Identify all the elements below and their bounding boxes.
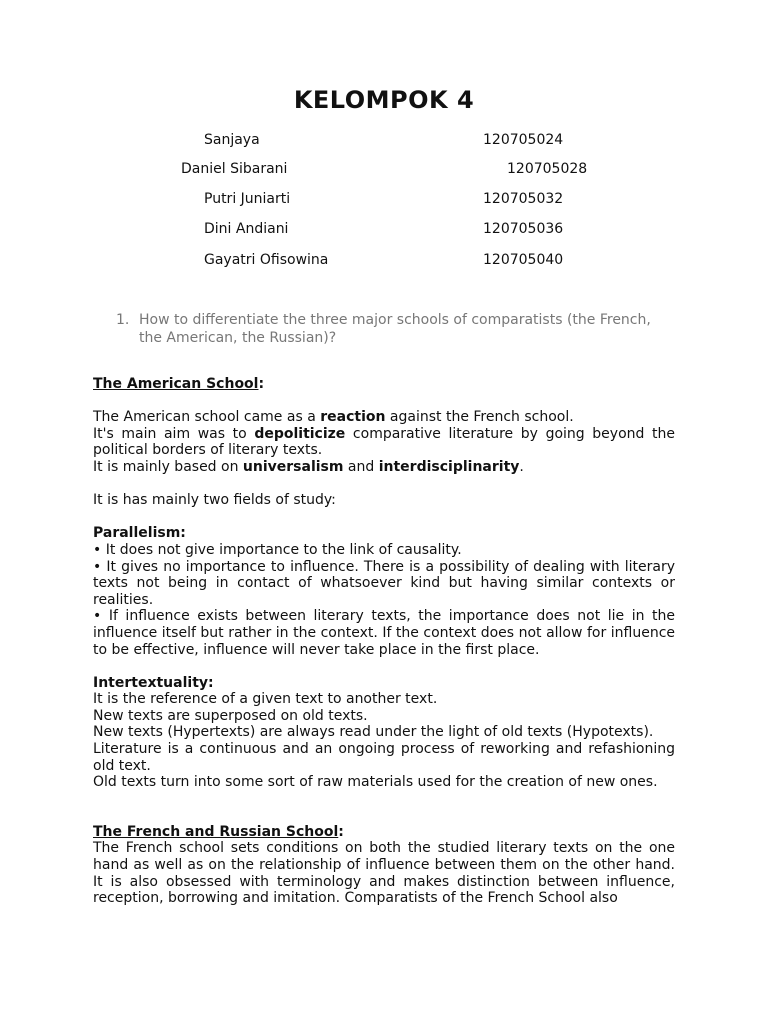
document-body [93, 376, 675, 907]
text-line: It is the reference of a given text to another text. [93, 691, 438, 708]
section-heading-intertextuality: Intertextuality: [93, 674, 214, 691]
question-number: 1. [116, 312, 130, 328]
text-run: comparative literature by going beyond the political borders of literary texts. [93, 425, 675, 459]
text-line: Literature is a continuous and an ongoing process of reworking and refashioning old text. [93, 741, 675, 774]
member-name: Putri Juniarti [204, 191, 291, 207]
paragraph: It is has mainly two fields of study: [93, 492, 336, 509]
text-run: It is mainly based on [93, 458, 243, 475]
bullet-item: • It does not give importance to the link of causality. [93, 541, 462, 558]
paragraph [93, 426, 675, 459]
paragraph [93, 459, 675, 476]
bold-term: depoliticize [254, 425, 346, 442]
heading-text: The American School [93, 376, 259, 392]
bullet-item: • It gives no importance to influence. There is a possibility of dealing with literary texts not being in contact of whatsoever kind but having similar contexts or realities. [93, 558, 675, 608]
text-line: Old texts turn into some sort of raw materials used for the creation of new ones. [93, 774, 658, 791]
text-run: and [343, 458, 379, 475]
member-id: 120705028 [507, 161, 588, 177]
text-line: New texts are superposed on old texts. [93, 707, 368, 724]
member-name: Sanjaya [204, 132, 260, 148]
page-title: KELOMPOK 4 [293, 86, 475, 114]
section-heading-parallelism: Parallelism: [93, 525, 186, 542]
member-name: Gayatri Ofisowina [204, 252, 329, 268]
member-name: Dini Andiani [204, 221, 289, 237]
text-run: . [519, 458, 524, 475]
bold-term: reaction [320, 409, 386, 426]
bold-term: interdisciplinarity [378, 458, 520, 475]
text-run: The American school came as a [93, 409, 321, 426]
paragraph: The French school sets conditions on both the studied literary texts on the one hand as well as on the relationship of influence between them on the other hand. It is also obsessed with terminology and makes distinction between influence, reception, borrowing and imitation. Comparatists of the French School also [93, 840, 675, 907]
question-text: How to differentiate the three major schools of comparatists (the French, the American, the Russian)? [139, 312, 651, 346]
paragraph [93, 409, 675, 426]
section-heading-american: The American School: [93, 376, 265, 392]
text-line: New texts (Hypertexts) are always read under the light of old texts (Hypotexts). [93, 724, 654, 741]
member-id: 120705032 [483, 191, 564, 207]
bold-term: universalism [242, 458, 344, 475]
bullet-item: • If influence exists between literary texts, the importance does not lie in the influence itself but rather in the context. If the context does not allow for influence to be effective, influence will never take place in the first place. [93, 608, 675, 658]
member-id: 120705036 [483, 221, 564, 237]
member-name: Daniel Sibarani [181, 161, 288, 177]
member-id: 120705040 [483, 252, 564, 268]
text-run: It's main aim was to [93, 425, 255, 442]
text-run: against the French school. [385, 409, 574, 426]
member-id: 120705024 [483, 132, 564, 148]
section-heading-french: The French and Russian School: [93, 823, 344, 840]
heading-text: The French and Russian School [93, 823, 339, 840]
